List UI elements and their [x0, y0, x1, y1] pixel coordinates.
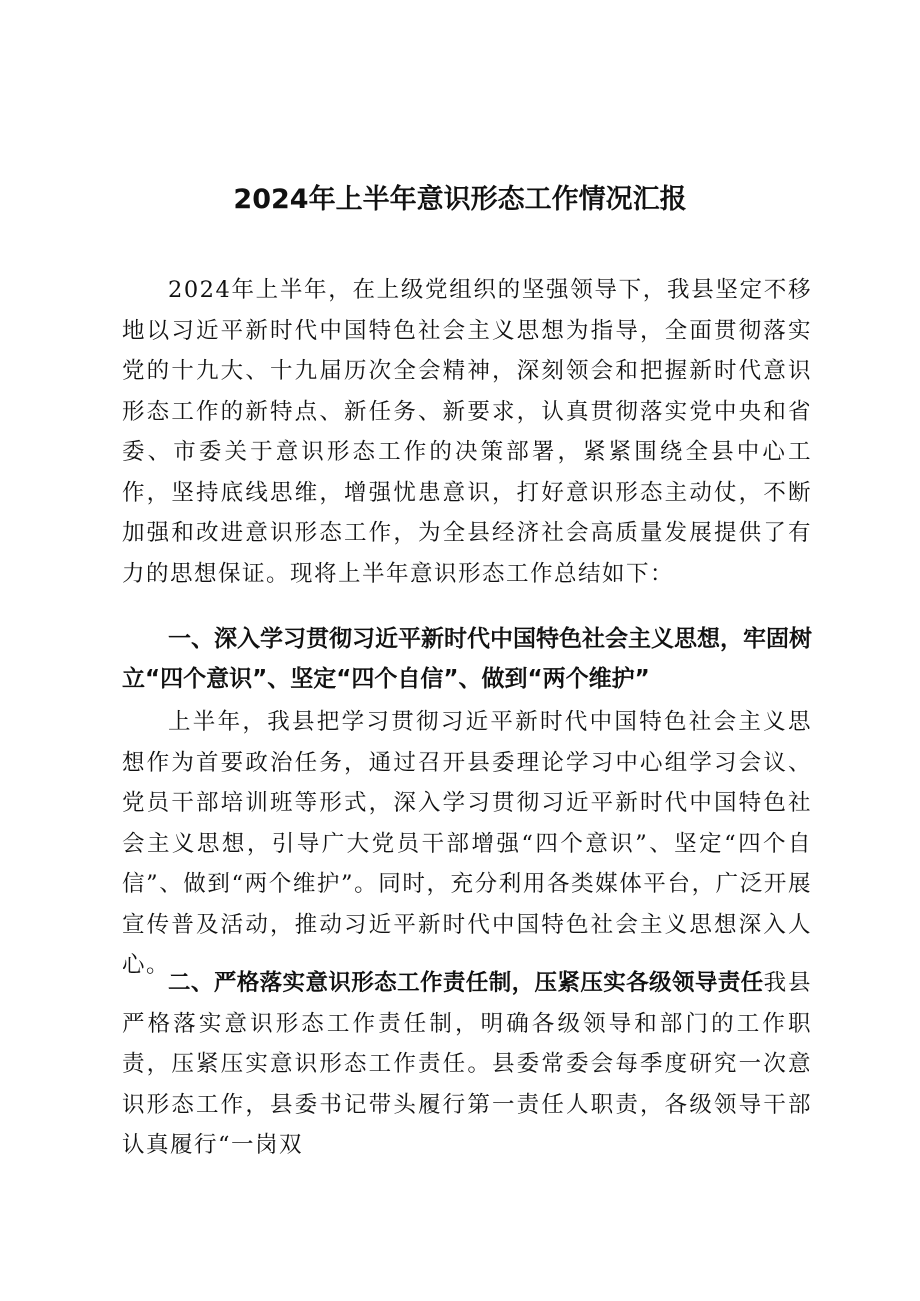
document-title: 2024年上半年意识形态工作情况汇报 [233, 184, 687, 215]
section-1-heading: 一、深入学习贯彻习近平新时代中国特色社会主义思想，牢固树立“四个意识”、坚定“四个自信”、做到“两个维护” [122, 626, 812, 692]
section-2-heading: 二、严格落实意识形态工作责任制，压紧压实各级领导责任 [168, 970, 764, 996]
section-2-body: 我县严格落实意识形态工作责任制，明确各级领导和部门的工作职责，压紧压实意识形态工作责任。县委常委会每季度研究一次意识形态工作，县委书记带头履行第一责任人职责，各级领导干部认真履行“一岗双 [122, 970, 812, 1158]
section-2-paragraph [122, 963, 812, 1166]
section-1-paragraph: 上半年，我县把学习贯彻习近平新时代中国特色社会主义思想作为首要政治任务，通过召开县委理论学习中心组学习会议、党员干部培训班等形式，深入学习贯彻习近平新时代中国特色社会主义思想，引导广大党员干部增强“四个意识”、坚定“四个自信”、做到“两个维护”。同时，充分利用各类媒体平台，广泛开展宣传普及活动，推动习近平新时代中国特色社会主义思想深入人心。 [122, 709, 812, 978]
intro-paragraph: 2024年上半年，在上级党组织的坚强领导下，我县坚定不移地以习近平新时代中国特色社会主义思想为指导，全面贯彻落实党的十九大、十九届历次全会精神，深刻领会和把握新时代意识形态工作的新特点、新任务、新要求，认真贯彻落实党中央和省委、市委关于意识形态工作的决策部署，紧紧围绕全县中心工作，坚持底线思维，增强忧患意识，打好意识形态主动仗，不断加强和改进意识形态工作，为全县经济社会高质量发展提供了有力的思想保证。现将上半年意识形态工作总结如下： [122, 277, 812, 587]
